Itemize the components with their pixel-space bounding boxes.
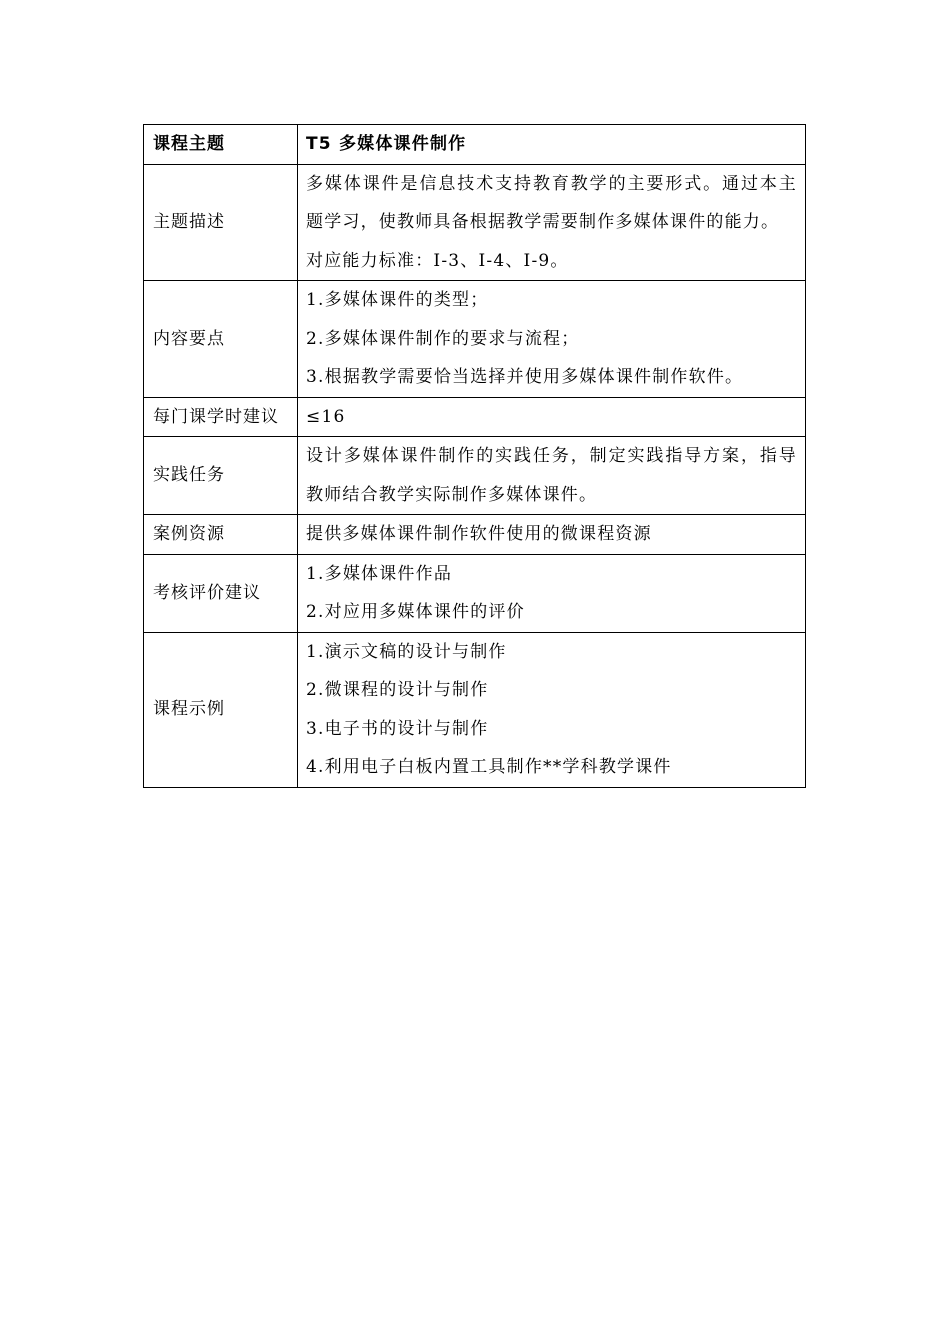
row-value [298,554,806,632]
row-value-line: 多媒体课件是信息技术支持教育教学的主要形式。通过本主题学习，使教师具备根据教学需要制作多媒体课件的能力。 [306,173,797,232]
table-row-practice-task [144,437,806,515]
header-label-cell: 课程主题 [144,125,298,165]
row-label: 案例资源 [144,515,298,555]
header-value-cell: T5 多媒体课件制作 [298,125,806,165]
course-topic-sheet [143,124,806,788]
table-row-content-points [144,281,806,398]
row-value-line: 4.利用电子白板内置工具制作**学科教学课件 [306,757,672,777]
row-value-line: 1.演示文稿的设计与制作 [306,641,507,662]
table-row-case-resources [144,515,806,555]
row-value [298,515,806,555]
row-value-line: 2.多媒体课件制作的要求与流程； [306,328,580,349]
row-value [298,397,806,437]
row-value-line: 1.多媒体课件作品 [306,563,453,584]
table-row-hours [144,397,806,437]
table-row-course-examples [144,632,806,787]
row-label: 主题描述 [144,164,298,281]
table-row-assessment [144,554,806,632]
row-label: 考核评价建议 [144,554,298,632]
row-label: 内容要点 [144,281,298,398]
row-value [298,437,806,515]
row-value-line: 3.电子书的设计与制作 [306,718,489,739]
row-value-line: 设计多媒体课件制作的实践任务，制定实践指导方案，指导教师结合教学实际制作多媒体课件。 [306,446,797,505]
table-row-topic-description [144,164,806,281]
row-value-line: 2.微课程的设计与制作 [306,680,489,700]
row-value-line: 3.根据教学需要恰当选择并使用多媒体课件制作软件。 [306,367,744,387]
row-value [298,632,806,787]
row-value [298,164,806,281]
row-label: 每门课学时建议 [144,397,298,437]
row-label: 实践任务 [144,437,298,515]
course-topic-table [143,124,806,788]
row-value-line: 2.对应用多媒体课件的评价 [306,602,525,622]
row-value-line: ≤16 [306,406,346,427]
row-value-line: 1.多媒体课件的类型； [306,290,489,310]
row-value [298,281,806,398]
row-value-line: 对应能力标准：I-3、I-4、I-9。 [306,250,569,271]
table-header-row [144,125,806,165]
row-value-line: 提供多媒体课件制作软件使用的微课程资源 [306,524,652,544]
row-label: 课程示例 [144,632,298,787]
